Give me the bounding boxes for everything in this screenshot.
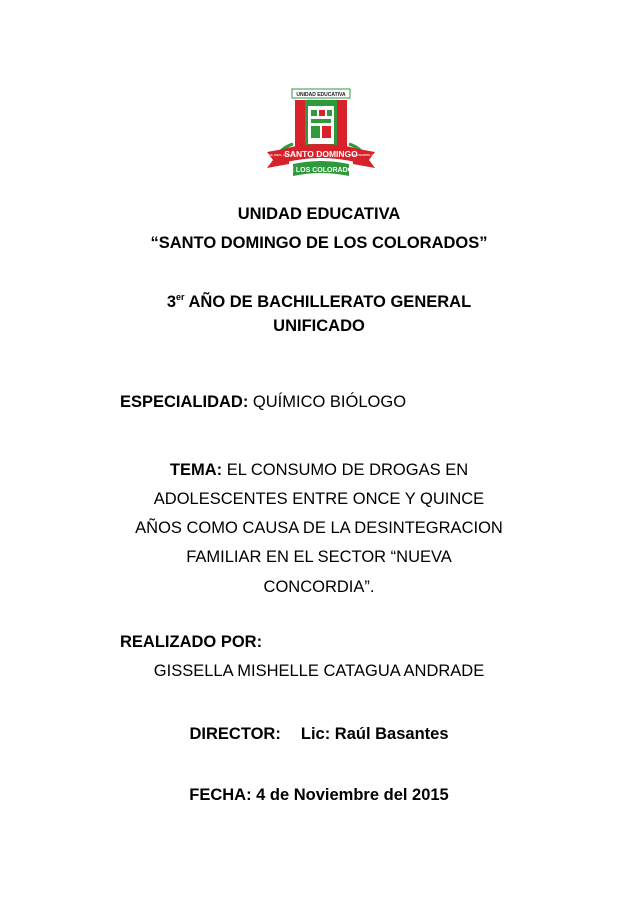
crest-red-stripe-right [337,100,347,148]
topic-line-3: AÑOS COMO CAUSA DE LA DESINTEGRACION [135,519,503,537]
course-line-1-rest: AÑO DE BACHILLERATO GENERAL [184,293,472,311]
topic-line-4: FAMILIAR EN EL SECTOR “NUEVA [186,548,452,566]
topic-label: TEMA: [169,461,223,479]
crest-banner-text: UNIDAD EDUCATIVA [296,92,346,98]
course-line-1 [0,287,638,312]
topic-line-2: ADOLESCENTES ENTRE ONCE Y QUINCE [153,490,485,508]
specialty-value: QUÍMICO BIÓLOGO [248,393,407,411]
author-label: REALIZADO POR: [120,633,263,651]
school-type: UNIDAD EDUCATIVA [237,205,401,223]
school-crest-logo [259,86,383,186]
crest-red-stripe-left [295,100,305,148]
director-label: DIRECTOR: [189,725,281,743]
school-name: “SANTO DOMINGO DE LOS COLORADOS” [150,234,488,252]
course-superscript: er [176,292,185,302]
course-line-2: UNIFICADO [273,317,365,335]
director-line [0,724,638,744]
topic-line-5: CONCORDIA”. [263,578,375,596]
crest-ribbon-main: SANTO DOMINGO [284,149,358,159]
topic-line-1-rest: EL CONSUMO DE DROGAS EN [222,461,469,479]
author-name: GISSELLA MISHELLE CATAGUA ANDRADE [153,662,485,680]
crest-lower-ribbon-text: DE LOS COLORADOS [284,167,358,174]
date-line: FECHA: 4 de Noviembre del 2015 [189,786,449,804]
specialty [120,392,620,412]
crest-ribbon-right-text: NOVIEMBRE 1986 [352,153,378,157]
director-name: Lic: Raúl Basantes [300,725,449,743]
crest-ribbon-left-text: 13 DE ABRIL 1978 [264,153,290,157]
specialty-label: ESPECIALIDAD: [120,393,249,411]
topic-line-1 [0,460,638,480]
course-number: 3 [166,293,177,311]
